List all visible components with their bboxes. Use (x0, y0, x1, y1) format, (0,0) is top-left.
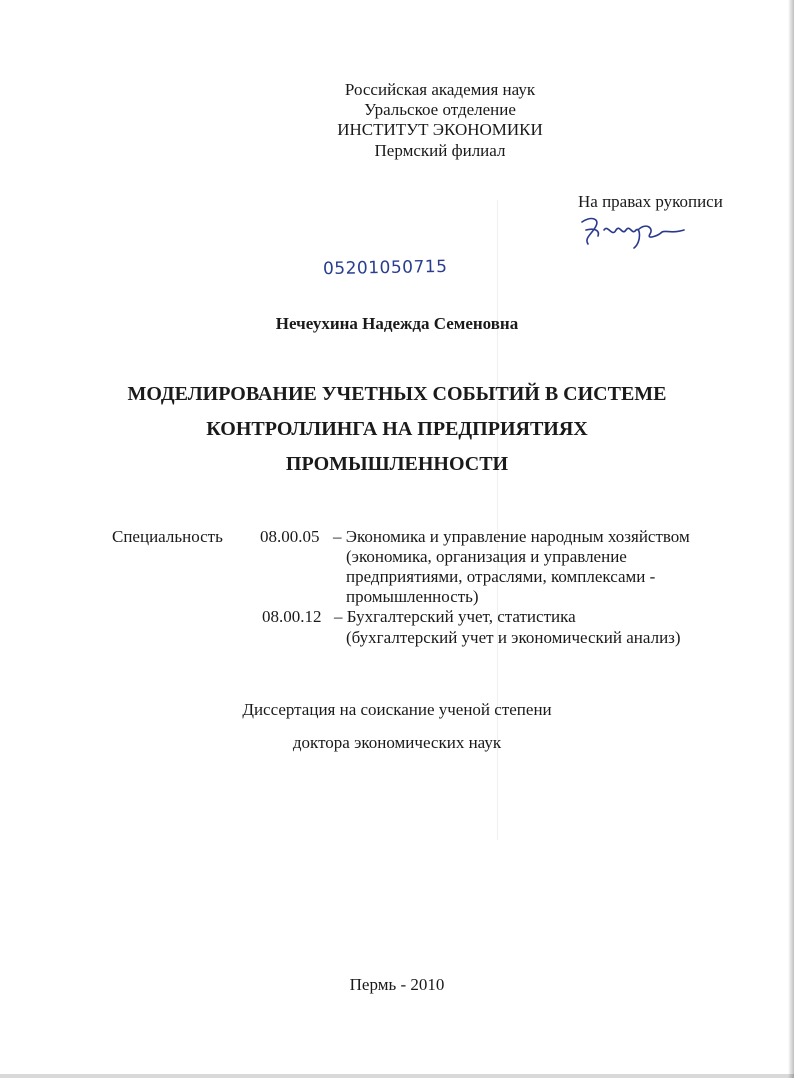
scan-bottom-edge (0, 1074, 794, 1078)
author-name: Нечеухина Надежда Семеновна (275, 314, 519, 333)
specialty-detail-1c: промышленность) (346, 587, 479, 606)
specialty-code-2: 08.00.12 (262, 607, 322, 626)
city-year: Пермь - 2010 (349, 975, 445, 994)
title-line-3: ПРОМЫШЛЕННОСТИ (285, 453, 509, 475)
specialty-label: Специальность (112, 527, 223, 546)
dissertation-line-2: доктора экономических наук (292, 733, 502, 752)
registration-number: 05201050715 (322, 256, 448, 280)
manuscript-note: На правах рукописи (578, 192, 723, 211)
handwritten-signature (576, 212, 686, 252)
specialty-code-1: 08.00.05 (260, 527, 320, 546)
specialty-name-2: – Бухгалтерский учет, статистика (334, 607, 576, 626)
org-line-institute: ИНСТИТУТ ЭКОНОМИКИ (337, 120, 543, 139)
org-line-academy: Российская академия наук (344, 80, 536, 99)
specialty-name-1: – Экономика и управление народным хозяйством (333, 527, 690, 546)
scan-edge-shadow (788, 0, 794, 1078)
title-line-2: КОНТРОЛЛИНГА НА ПРЕДПРИЯТИЯХ (206, 418, 588, 440)
org-line-filial: Пермский филиал (374, 141, 506, 160)
specialty-detail-1b: предприятиями, отраслями, комплексами - (346, 567, 656, 586)
specialty-detail-1a: (экономика, организация и управление (346, 547, 627, 566)
dissertation-line-1: Диссертация на соискание ученой степени (242, 700, 552, 719)
specialty-detail-2a: (бухгалтерский учет и экономический анализ) (346, 628, 681, 647)
title-line-1: МОДЕЛИРОВАНИЕ УЧЕТНЫХ СОБЫТИЙ В СИСТЕМЕ (127, 383, 667, 405)
org-line-branch: Уральское отделение (364, 100, 516, 119)
